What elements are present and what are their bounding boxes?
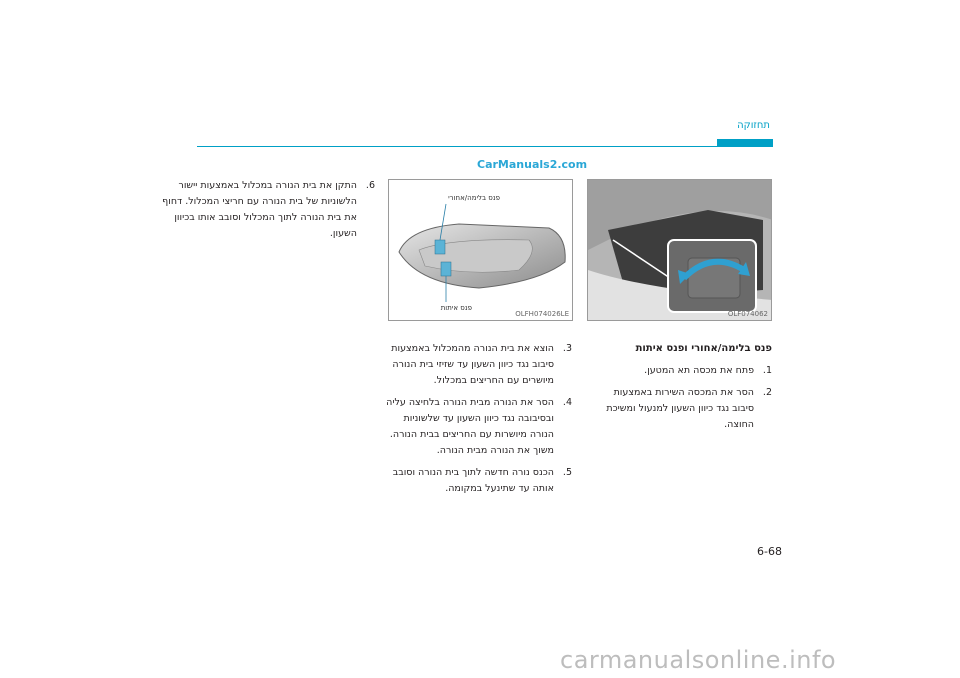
- turn-signal-label: פנס איתות: [440, 304, 472, 312]
- step-5: 5. הכנס נורה חדשה לתוך בית הנורה וסובב אותה עד שתינעל במקומה.: [392, 467, 572, 494]
- right-column: [590, 341, 772, 439]
- figure-code: OLF074062: [727, 310, 768, 318]
- figure-code: OLFH074026LE: [515, 310, 569, 318]
- section-title: תחזוקה: [737, 120, 770, 131]
- header-rule: [197, 146, 717, 147]
- tail-lamp-figure: [388, 179, 573, 321]
- brake-tail-lamp-label: פנס בלימה/אחורי: [448, 194, 500, 202]
- procedure-heading: פנס בלימה/אחורי ופנס איתות: [635, 343, 772, 354]
- page-number: 6-68: [757, 545, 782, 558]
- trunk-illustration: [588, 180, 772, 321]
- step-3: 3. הוצא את בית הנורה מהמכלול באמצעות סיבוב נגד כיוון השעון עד שזיזי בית הנורה מיושרים עם החריצים במכלול.: [391, 343, 572, 386]
- trunk-cover-figure: [587, 179, 772, 321]
- watermark-top[interactable]: CarManuals2.com: [477, 158, 588, 171]
- watermark-bottom[interactable]: carmanualsonline.info: [560, 646, 837, 674]
- header-accent-bar: [717, 139, 773, 147]
- middle-column: [382, 341, 572, 503]
- step-4: 4. הסר את הנורה מבית הנורה בלחיצה עליה ובסיבובה נגד כיוון השעון עד שלשוניות הנורה מיושרות עם החריצים בבית הנורה. משוך את הנורה מבית הנורה.: [386, 397, 572, 456]
- step-6: 6. התקן את בית הנורה במכלול באמצעות יישור הלשוניות של בית הנורה עם חריצי המכלול. דחוף את בית הנורה לתוך המכלול וסובב אותו בכיוון השעון.: [162, 180, 375, 239]
- left-column: [160, 178, 375, 248]
- step-2: 2. הסר את המכסה השירות באמצעות סיבוב נגד כיוון השעון למנעול ומשיכת החוצה.: [606, 387, 772, 430]
- step-1: 1. פתח את מכסה תא המטען.: [644, 365, 772, 376]
